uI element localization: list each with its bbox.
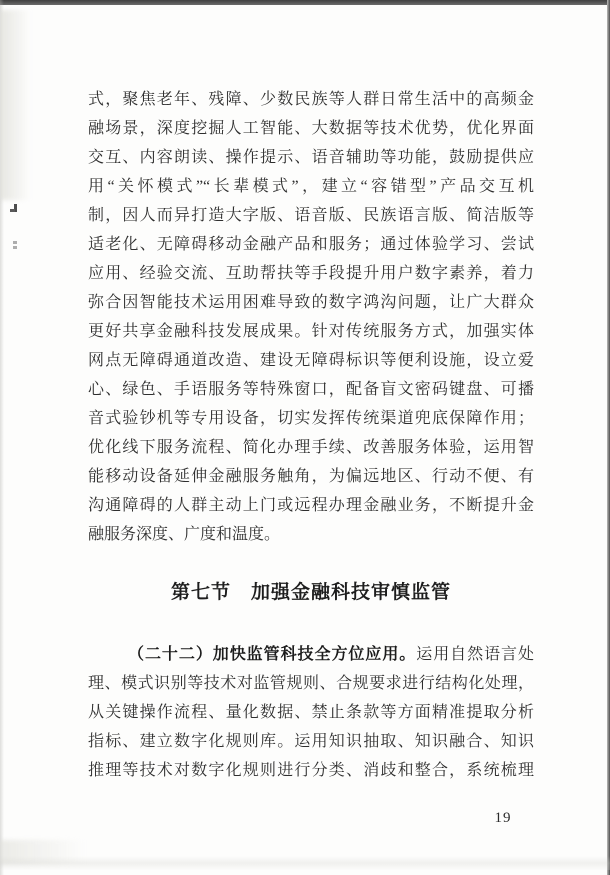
text-line: 交互、内容朗读、操作提示、语音辅助等功能，鼓励提供应 — [88, 149, 534, 166]
scan-artifact-left-smudge — [0, 10, 30, 200]
scan-speck — [13, 241, 17, 250]
scan-artifact-bottom-shadow — [0, 856, 610, 870]
paragraph-22-rest — [88, 669, 534, 785]
text-line: 适老化、无障碍移动金融产品和服务；通过体验学习、尝试 — [88, 236, 534, 253]
text-line: 沟通障碍的人群主动上门或远程办理金融业务，不断提升金 — [88, 497, 534, 514]
scan-speck — [10, 209, 15, 212]
text-line: 心、绿色、手语服务等特殊窗口，配备盲文密码键盘、可播 — [88, 381, 534, 398]
text-line: 应用、经验交流、互助帮扶等手段提升用户数字素养，着力 — [88, 265, 534, 282]
text-line: 融场景，深度挖掘人工智能、大数据等技术优势，优化界面 — [88, 120, 534, 137]
scan-artifact-top-edge — [0, 0, 610, 5]
text-line — [88, 640, 534, 669]
text-line: 制，因人而异打造大字版、语音版、民族语言版、简洁版等 — [88, 207, 534, 224]
text-line: 融服务深度、广度和温度。 — [88, 526, 281, 543]
text-line: 式，聚焦老年、残障、少数民族等人群日常生活中的高频金 — [88, 91, 534, 108]
text-line: 用“关怀模式”“长辈模式”，建立“容错型”产品交互机 — [88, 178, 534, 195]
paragraph-lead-rest: 运用自然语言处 — [416, 646, 534, 663]
paragraph-lead: （二十二）加快监管科技全方位应用。 — [128, 646, 417, 663]
paragraph-22 — [88, 640, 534, 785]
section-heading: 第七节 加强金融科技审慎监管 — [170, 582, 451, 603]
paragraph-continued — [88, 85, 534, 549]
text-line: 网点无障碍通道改造、建设无障碍标识等便利设施，设立爱 — [88, 352, 534, 369]
text-line: 能移动设备延伸金融服务触角，为偏远地区、行动不便、有 — [88, 468, 534, 485]
text-line: 从关键操作流程、量化数据、禁止条款等方面精准提取分析 — [88, 704, 534, 721]
text-line: 更好共享金融科技发展成果。针对传统服务方式，加强实体 — [88, 323, 534, 340]
text-line: 优化线下服务流程、简化办理手续、改善服务体验，运用智 — [88, 439, 534, 456]
text-line: 推理等技术对数字化规则进行分类、消歧和整合，系统梳理 — [88, 762, 534, 779]
text-line: 理、模式识别等技术对监管规则、合规要求进行结构化处理， — [88, 675, 534, 692]
document-body — [88, 85, 534, 785]
text-line: 音式验钞机等专用设备，切实发挥传统渠道兜底保障作用； — [88, 410, 534, 427]
page-number: 19 — [494, 810, 512, 826]
text-line: 指标、建立数字化规则库。运用知识抽取、知识融合、知识 — [88, 733, 534, 750]
text-line: 弥合因智能技术运用困难导致的数字鸿沟问题，让广大群众 — [88, 294, 534, 311]
